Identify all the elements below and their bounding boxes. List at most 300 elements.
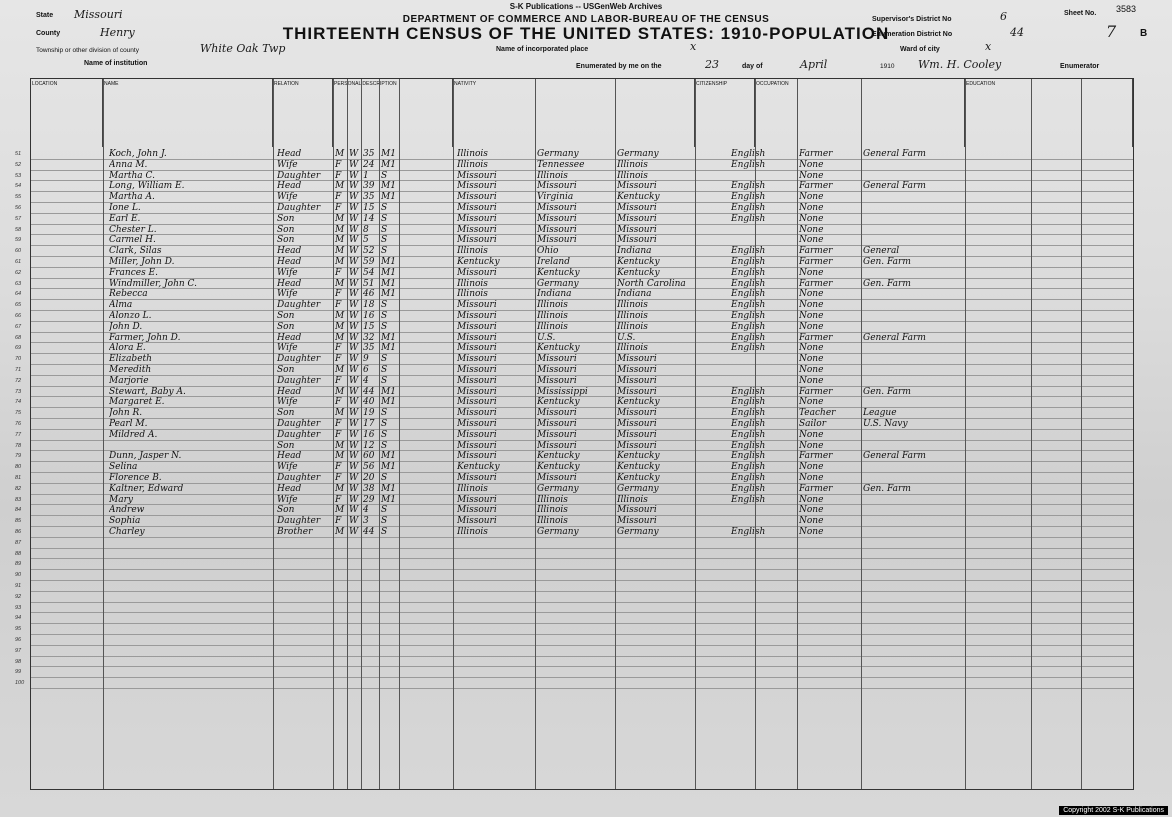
cell-occ: None	[799, 192, 824, 203]
empty-row	[15, 667, 1133, 678]
cell-occ: None	[799, 343, 824, 354]
cell-race: W	[349, 192, 359, 203]
cell-birth: Illinois	[457, 149, 488, 159]
cell-name: Anna M.	[109, 159, 148, 170]
cell-rel: Head	[277, 246, 302, 257]
cell-rel: Brother	[277, 527, 313, 537]
cell-sex: M	[335, 149, 345, 159]
cell-father: Kentucky	[537, 451, 580, 462]
cell-mar: S	[381, 473, 388, 483]
cell-birth: Missouri	[457, 311, 497, 321]
cell-race: W	[349, 170, 359, 181]
cell-rel: Wife	[277, 267, 298, 278]
cell-lang: English	[731, 494, 766, 505]
cell-occ: Farmer	[799, 246, 833, 257]
grid-line	[347, 79, 348, 789]
cell-occ: None	[799, 289, 824, 300]
cell-occ: Farmer	[799, 257, 833, 267]
cell-ind	[863, 203, 961, 213]
table-row	[15, 170, 1133, 182]
cell-father: Missouri	[537, 375, 577, 386]
cell-mother: Missouri	[617, 408, 657, 419]
grid-line	[535, 79, 536, 789]
cell-rel: Head	[277, 483, 302, 494]
cell-birth: Missouri	[457, 440, 497, 451]
cell-race: W	[349, 375, 359, 386]
cell-rel: Son	[277, 235, 295, 246]
cell-birth: Kentucky	[457, 257, 500, 267]
cell-sex: M	[335, 224, 345, 235]
cell-birth: Illinois	[457, 159, 488, 170]
cell-name: Martha C.	[109, 170, 155, 181]
cell-ind	[863, 235, 961, 245]
cell-rel: Wife	[277, 494, 298, 505]
cell-race: W	[349, 462, 359, 473]
cell-mar: M1	[381, 483, 396, 494]
cell-lang: English	[731, 278, 766, 289]
department-line: DEPARTMENT OF COMMERCE AND LABOR-BUREAU OF THE CENSUS	[402, 14, 770, 25]
cell-rel: Head	[277, 451, 302, 462]
cell-ind	[863, 441, 961, 451]
cell-occ: Farmer	[799, 149, 833, 159]
cell-lang	[731, 354, 791, 364]
cell-ind	[863, 160, 961, 170]
table-row	[15, 343, 1133, 354]
cell-occ: None	[799, 440, 824, 451]
cell-sex: F	[335, 192, 342, 203]
cell-mother: Kentucky	[617, 397, 660, 408]
col-relation: RELATION	[273, 79, 333, 147]
cell-mar: M1	[381, 332, 396, 343]
cell-sex: M	[335, 451, 345, 462]
cell-lang: English	[731, 203, 766, 213]
cell-father: Missouri	[537, 213, 577, 224]
cell-father: Germany	[537, 527, 579, 537]
cell-name: Dunn, Jasper N.	[109, 451, 182, 462]
cell-birth: Missouri	[457, 170, 497, 181]
grid-line	[361, 79, 362, 789]
cell-father: Indiana	[537, 289, 572, 300]
cell-ind	[863, 343, 961, 353]
cell-mother: Illinois	[617, 494, 648, 505]
grid-line	[273, 79, 274, 789]
cell-rel: Son	[277, 365, 295, 375]
cell-sex: M	[335, 246, 345, 257]
cell-sex: F	[335, 354, 342, 365]
cell-mother: Illinois	[617, 300, 648, 311]
cell-occ: None	[799, 159, 824, 170]
cell-age: 35	[363, 343, 375, 354]
cell-age: 54	[363, 267, 375, 278]
table-row	[15, 408, 1133, 419]
cell-sex: M	[335, 483, 345, 494]
cell-race: W	[349, 419, 359, 429]
cell-birth: Missouri	[457, 192, 497, 203]
row-number: 79	[15, 453, 22, 460]
cell-age: 18	[363, 300, 375, 311]
cell-birth: Missouri	[457, 203, 497, 213]
supervisor-value: 6	[1000, 10, 1007, 23]
row-number: 84	[15, 507, 22, 514]
cell-occ: Farmer	[799, 386, 833, 397]
cell-name: Miller, John D.	[109, 257, 175, 267]
cell-sex: F	[335, 170, 342, 181]
cell-occ: Farmer	[799, 332, 833, 343]
row-number: 93	[15, 604, 22, 611]
sheet-value: 7	[1106, 22, 1117, 41]
cell-rel: Daughter	[277, 170, 321, 181]
cell-father: Kentucky	[537, 397, 580, 408]
cell-mar: S	[381, 311, 388, 321]
table-row	[15, 462, 1133, 473]
cell-rel: Daughter	[277, 516, 321, 527]
grid-line	[333, 79, 334, 789]
cell-mother: Missouri	[617, 516, 657, 527]
col-personal: PERSONAL DESCRIPTION	[333, 79, 453, 147]
col-occupation: OCCUPATION	[755, 79, 965, 147]
row-number: 53	[15, 172, 22, 179]
cell-ind	[863, 171, 961, 181]
table-row	[15, 311, 1133, 322]
grid-line	[399, 79, 400, 789]
cell-name: John D.	[109, 321, 143, 332]
cell-rel: Wife	[277, 397, 298, 408]
cell-mother: Missouri	[617, 213, 657, 224]
row-number: 80	[15, 464, 22, 471]
row-number: 68	[15, 334, 22, 341]
empty-row	[15, 570, 1133, 581]
table-row	[15, 192, 1133, 203]
cell-mar: M1	[381, 289, 396, 300]
cell-mother: Illinois	[617, 170, 648, 181]
cell-sex: F	[335, 419, 342, 429]
cell-lang: English	[731, 483, 766, 494]
state-value: Missouri	[74, 8, 123, 21]
cell-mar: M1	[381, 192, 396, 203]
cell-mother: Kentucky	[617, 473, 660, 483]
cell-ind	[863, 505, 961, 515]
cell-age: 5	[363, 235, 369, 246]
cell-sex: M	[335, 527, 345, 537]
cell-father: Mississippi	[537, 386, 588, 397]
cell-rel: Daughter	[277, 354, 321, 365]
grid-line	[797, 79, 798, 789]
cell-lang: English	[731, 527, 766, 537]
cell-sex: F	[335, 473, 342, 483]
cell-occ: None	[799, 213, 824, 224]
cell-rel: Son	[277, 224, 295, 235]
row-number: 83	[15, 496, 22, 503]
cell-father: Germany	[537, 149, 579, 159]
cell-father: Illinois	[537, 321, 568, 332]
cell-birth: Missouri	[457, 516, 497, 527]
cell-race: W	[349, 386, 359, 397]
cell-birth: Missouri	[457, 419, 497, 429]
cell-occ: None	[799, 224, 824, 235]
cell-ind: General Farm	[863, 149, 926, 159]
cell-father: Illinois	[537, 516, 568, 527]
cell-ind: League	[863, 408, 897, 419]
cell-ind	[863, 354, 961, 364]
cell-mar: S	[381, 375, 388, 386]
grid-line	[755, 79, 756, 789]
cell-sex: F	[335, 159, 342, 170]
row-number: 76	[15, 421, 22, 427]
col-name: NAME	[103, 79, 273, 147]
cell-age: 35	[363, 192, 375, 203]
cell-sex: F	[335, 267, 342, 278]
cell-mar: M1	[381, 149, 396, 159]
cell-father: Illinois	[537, 170, 568, 181]
cell-rel: Head	[277, 257, 302, 267]
table-row	[15, 375, 1133, 387]
cell-lang: English	[731, 386, 766, 397]
cell-name: Alma	[109, 300, 133, 311]
cell-lang: English	[731, 419, 766, 429]
state-label: State	[36, 12, 54, 19]
cell-occ: None	[799, 375, 824, 386]
row-number: 55	[15, 194, 22, 201]
cell-mother: Illinois	[617, 321, 648, 332]
empty-row	[15, 559, 1133, 570]
row-number: 81	[15, 475, 22, 481]
row-number: 65	[15, 302, 22, 309]
cell-name	[109, 441, 273, 451]
row-number: 89	[15, 561, 22, 568]
enumerated-day: 23	[705, 58, 719, 71]
cell-father: Ireland	[537, 257, 570, 267]
cell-lang: English	[731, 257, 766, 267]
cell-lang: English	[731, 311, 766, 321]
cell-lang: English	[731, 440, 766, 451]
cell-age: 38	[363, 483, 375, 494]
cell-rel: Head	[277, 332, 302, 343]
cell-ind	[863, 365, 961, 375]
cell-mar: S	[381, 170, 388, 181]
table-row	[15, 451, 1133, 462]
cell-mother: Kentucky	[617, 192, 660, 203]
cell-rel: Son	[277, 213, 295, 224]
cell-rel: Head	[277, 181, 302, 192]
cell-name: Meredith	[109, 365, 152, 375]
table-row	[15, 505, 1133, 516]
cell-ind	[863, 268, 961, 278]
cell-sex: M	[335, 505, 345, 516]
cell-ind	[863, 495, 961, 505]
empty-row	[15, 624, 1133, 635]
cell-sex: M	[335, 278, 345, 289]
cell-ind	[863, 376, 961, 386]
table-row	[15, 203, 1133, 214]
row-number: 58	[15, 226, 22, 233]
cell-race: W	[349, 289, 359, 300]
cell-ind	[863, 473, 961, 483]
cell-sex: F	[335, 429, 342, 440]
cell-mar: S	[381, 408, 388, 419]
cell-father: Ohio	[537, 246, 559, 257]
cell-lang: English	[731, 321, 766, 332]
township-label: Township or other division of county	[36, 47, 139, 54]
cell-name: John R.	[109, 408, 143, 419]
cell-sex: F	[335, 397, 342, 408]
cell-name: Clark, Silas	[109, 246, 162, 257]
cell-mother: Kentucky	[617, 462, 660, 473]
table-row	[15, 300, 1133, 311]
cell-name: Alora E.	[109, 343, 146, 354]
row-number: 87	[15, 539, 22, 546]
cell-occ: None	[799, 311, 824, 321]
cell-birth: Missouri	[457, 375, 497, 386]
cell-mar: M1	[381, 494, 396, 505]
cell-ind: Gen. Farm	[863, 483, 911, 494]
cell-rel: Son	[277, 505, 295, 516]
cell-age: 16	[363, 429, 375, 440]
cell-father: Illinois	[537, 494, 568, 505]
cell-lang: English	[731, 397, 766, 408]
cell-birth: Missouri	[457, 386, 497, 397]
cell-mother: Germany	[617, 527, 659, 537]
table-row	[15, 181, 1133, 192]
institution-label: Name of institution	[84, 60, 148, 67]
cell-age: 40	[363, 397, 375, 408]
county-label: County	[36, 30, 61, 37]
enumeration-value: 44	[1010, 26, 1024, 39]
county-value: Henry	[100, 26, 135, 39]
cell-mother: Missouri	[617, 505, 657, 516]
cell-mother: Missouri	[617, 419, 657, 429]
cell-occ: Teacher	[799, 408, 836, 419]
cell-mar: M1	[381, 278, 396, 289]
cell-race: W	[349, 159, 359, 170]
cell-age: 51	[363, 278, 375, 289]
cell-ind: U.S. Navy	[863, 419, 908, 429]
cell-race: W	[349, 451, 359, 462]
cell-mother: Kentucky	[617, 267, 660, 278]
cell-race: W	[349, 224, 359, 235]
row-number: 91	[15, 583, 22, 589]
cell-father: Kentucky	[537, 267, 580, 278]
cell-rel: Son	[277, 321, 295, 332]
cell-age: 17	[363, 419, 375, 429]
cell-mother: Indiana	[617, 246, 652, 257]
cell-lang: English	[731, 408, 766, 419]
row-number: 95	[15, 626, 22, 633]
cell-rel: Daughter	[277, 419, 321, 429]
cell-father: Missouri	[537, 354, 577, 365]
cell-occ: None	[799, 267, 824, 278]
ward-label: Ward of city	[900, 46, 940, 53]
row-number: 99	[15, 669, 22, 676]
cell-rel: Daughter	[277, 203, 321, 213]
row-number: 72	[15, 377, 22, 384]
cell-rel: Head	[277, 278, 302, 289]
cell-race: W	[349, 365, 359, 375]
cell-lang	[731, 516, 791, 526]
grid-line	[1031, 79, 1032, 789]
cell-race: W	[349, 181, 359, 192]
cell-age: 39	[363, 181, 375, 192]
cell-occ: None	[799, 516, 824, 527]
cell-birth: Missouri	[457, 354, 497, 365]
cell-lang: English	[731, 300, 766, 311]
cell-mother: Missouri	[617, 203, 657, 213]
cell-mother: North Carolina	[617, 278, 686, 289]
township-value: White Oak Twp	[200, 42, 286, 55]
cell-father: Missouri	[537, 203, 577, 213]
cell-name: Margaret E.	[109, 397, 165, 408]
enumerator-value: Wm. H. Cooley	[918, 58, 1002, 71]
cell-race: W	[349, 257, 359, 267]
cell-birth: Missouri	[457, 235, 497, 246]
row-number: 73	[15, 388, 22, 395]
cell-sex: M	[335, 213, 345, 224]
col-education: EDUCATION	[965, 79, 1133, 147]
cell-sex: F	[335, 289, 342, 300]
empty-row	[15, 549, 1133, 560]
cell-mother: Missouri	[617, 224, 657, 235]
cell-mother: Missouri	[617, 181, 657, 192]
cell-name: Alonzo L.	[109, 311, 152, 321]
row-number: 59	[15, 237, 22, 244]
cell-occ: None	[799, 300, 824, 311]
table-row	[15, 494, 1133, 506]
cell-mar: M1	[381, 181, 396, 192]
incorporated-label: Name of incorporated place	[496, 46, 589, 53]
cell-race: W	[349, 235, 359, 246]
cell-ind	[863, 397, 961, 407]
row-number: 78	[15, 442, 22, 449]
cell-age: 29	[363, 494, 375, 505]
row-number: 63	[15, 280, 22, 287]
cell-father: Virginia	[537, 192, 574, 203]
cell-race: W	[349, 203, 359, 213]
row-number: 51	[15, 151, 22, 157]
cell-lang: English	[731, 159, 766, 170]
cell-race: W	[349, 343, 359, 354]
cell-father: Illinois	[537, 300, 568, 311]
cell-mother: Kentucky	[617, 257, 660, 267]
cell-age: 44	[363, 527, 375, 537]
cell-rel: Son	[277, 311, 295, 321]
table-row	[15, 224, 1133, 236]
cell-occ: Farmer	[799, 181, 833, 192]
cell-sex: F	[335, 300, 342, 311]
cell-father: Missouri	[537, 429, 577, 440]
cell-name: Earl E.	[109, 213, 141, 224]
cell-occ: None	[799, 527, 824, 537]
cell-occ: None	[799, 473, 824, 483]
row-number: 60	[15, 248, 22, 255]
cell-father: Missouri	[537, 408, 577, 419]
row-number: 85	[15, 518, 22, 525]
cell-rel: Wife	[277, 343, 298, 354]
cell-lang: English	[731, 267, 766, 278]
cell-lang	[731, 225, 791, 235]
cell-name: Farmer, John D.	[109, 332, 181, 343]
cell-birth: Missouri	[457, 451, 497, 462]
cell-birth: Missouri	[457, 224, 497, 235]
cell-sex: M	[335, 311, 345, 321]
cell-age: 44	[363, 386, 375, 397]
cell-mother: Germany	[617, 483, 659, 494]
cell-sex: M	[335, 440, 345, 451]
cell-rel: Son	[277, 408, 295, 419]
cell-lang: English	[731, 149, 766, 159]
row-number: 96	[15, 637, 22, 643]
cell-mar: M1	[381, 159, 396, 170]
cell-birth: Illinois	[457, 483, 488, 494]
cell-age: 8	[363, 224, 369, 235]
